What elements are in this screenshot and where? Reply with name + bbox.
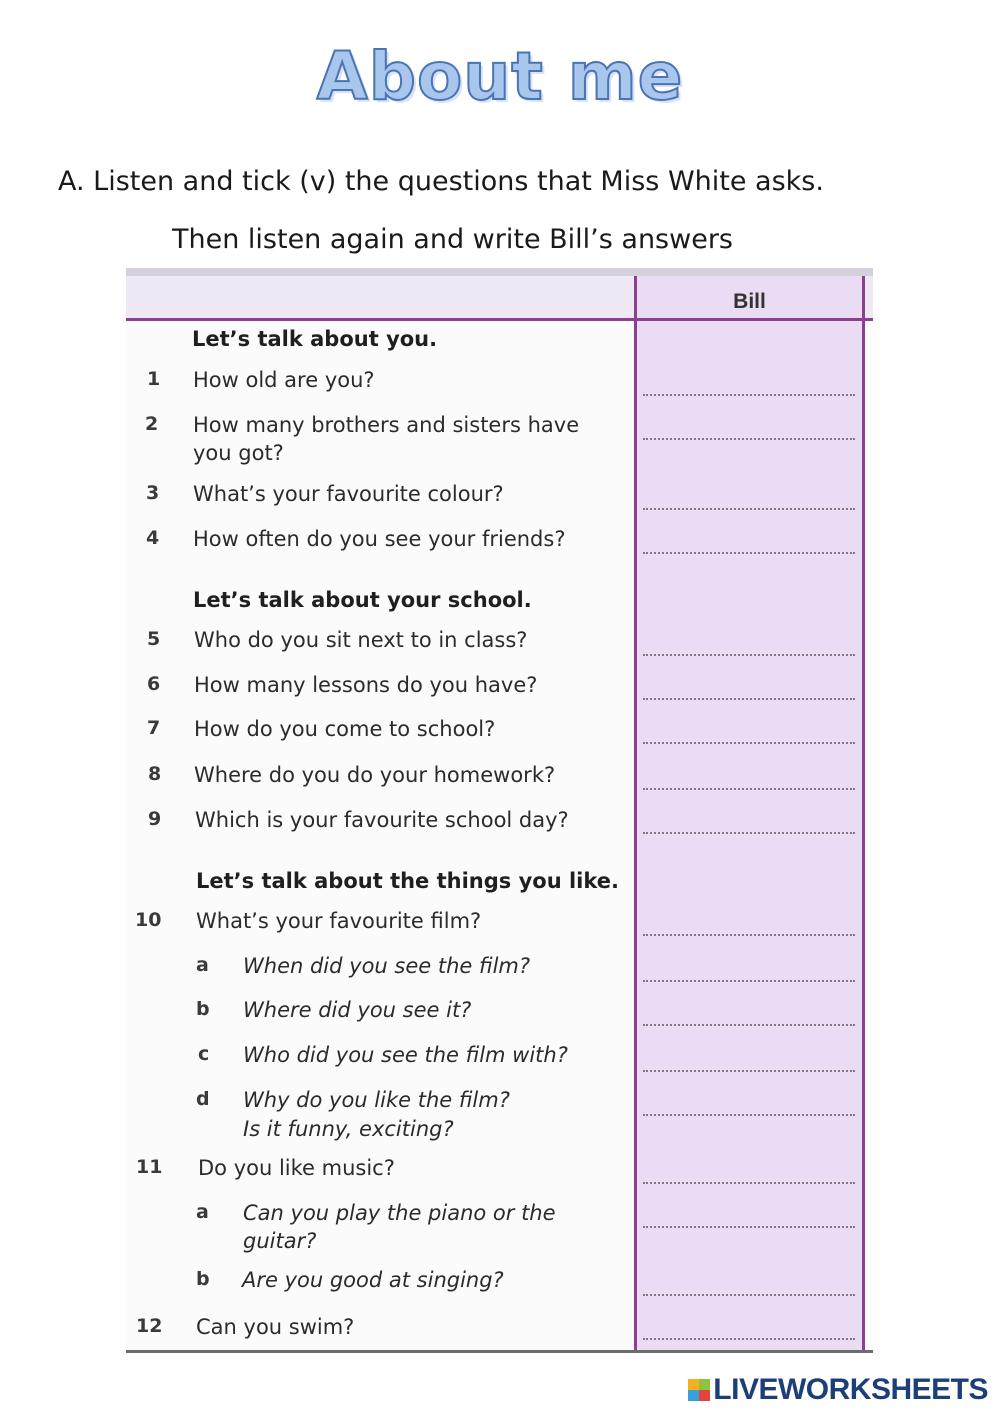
question-10d-line-1: Why do you like the film? <box>243 1088 510 1112</box>
answer-line-10d[interactable] <box>643 1114 855 1116</box>
question-number: 1 <box>147 368 161 390</box>
question-number: 5 <box>147 628 161 650</box>
header-divider <box>126 318 873 321</box>
answer-line-10c[interactable] <box>643 1070 855 1072</box>
question-12: Can you swim? <box>196 1315 355 1339</box>
subquestion-letter: d <box>196 1088 210 1110</box>
question-number: 8 <box>148 763 162 785</box>
question-2-line-1: How many brothers and sisters have <box>193 413 580 437</box>
question-number: 7 <box>147 717 161 739</box>
subquestion-letter: c <box>198 1043 210 1065</box>
question-7: How do you come to school? <box>194 717 496 741</box>
question-8: Where do you do your homework? <box>194 763 556 787</box>
answer-line-4[interactable] <box>643 552 855 554</box>
question-number: 10 <box>135 909 162 931</box>
page-title: About me <box>316 38 684 115</box>
question-10: What’s your favourite film? <box>196 909 482 933</box>
question-number: 2 <box>145 413 159 435</box>
answer-line-9[interactable] <box>643 832 855 834</box>
question-11: Do you like music? <box>198 1156 395 1180</box>
answer-line-11b[interactable] <box>643 1294 855 1296</box>
question-11a-line-2: guitar? <box>243 1229 317 1253</box>
subquestion-letter: b <box>196 998 210 1020</box>
question-4: How often do you see your friends? <box>193 527 566 551</box>
section-heading-things: Let’s talk about the things you like. <box>196 869 619 893</box>
instruction-line-1: A. Listen and tick (v) the questions that Miss White asks. <box>58 166 824 197</box>
logo-grid-icon <box>688 1379 710 1401</box>
question-11a-line-1: Can you play the piano or the <box>243 1201 556 1225</box>
question-number: 9 <box>148 808 162 830</box>
subquestion-letter: a <box>196 1201 209 1223</box>
logo-text: LIVEWORKSHEETS <box>713 1373 988 1406</box>
liveworksheets-logo <box>688 1372 988 1408</box>
question-number: 12 <box>136 1315 163 1337</box>
answer-line-7[interactable] <box>643 742 855 744</box>
section-heading-you: Let’s talk about you. <box>192 327 438 351</box>
section-heading-school: Let’s talk about your school. <box>193 588 532 612</box>
question-number: 11 <box>136 1156 163 1178</box>
answer-line-11a[interactable] <box>643 1226 855 1228</box>
answer-line-5[interactable] <box>643 654 855 656</box>
answer-line-10a[interactable] <box>643 980 855 982</box>
answer-line-12[interactable] <box>643 1338 855 1340</box>
question-11b: Are you good at singing? <box>242 1268 504 1292</box>
bill-column-header: Bill <box>733 290 766 313</box>
answer-line-3[interactable] <box>643 508 855 510</box>
subquestion-letter: a <box>196 954 209 976</box>
question-number: 6 <box>147 673 161 695</box>
questions-table <box>126 268 873 1353</box>
subquestion-letter: b <box>196 1268 210 1290</box>
question-10b: Where did you see it? <box>243 998 472 1022</box>
question-10d-line-2: Is it funny, exciting? <box>243 1117 454 1141</box>
answer-line-11[interactable] <box>643 1182 855 1184</box>
question-2-line-2: you got? <box>193 441 284 465</box>
question-number: 4 <box>146 527 160 549</box>
answer-line-10[interactable] <box>643 934 855 936</box>
question-3: What’s your favourite colour? <box>193 482 504 506</box>
question-6: How many lessons do you have? <box>194 673 538 697</box>
question-10a: When did you see the film? <box>243 954 531 978</box>
answer-line-8[interactable] <box>643 788 855 790</box>
answer-line-6[interactable] <box>643 698 855 700</box>
question-10c: Who did you see the film with? <box>243 1043 568 1067</box>
question-1: How old are you? <box>193 368 375 392</box>
question-number: 3 <box>146 482 160 504</box>
answer-line-2[interactable] <box>643 438 855 440</box>
answer-line-1[interactable] <box>643 394 855 396</box>
question-9: Which is your favourite school day? <box>195 808 569 832</box>
instruction-line-2: Then listen again and write Bill’s answers <box>172 224 733 255</box>
question-5: Who do you sit next to in class? <box>194 628 528 652</box>
bill-answer-column <box>634 276 865 1350</box>
answer-line-10b[interactable] <box>643 1024 855 1026</box>
table-top-strip <box>126 268 873 276</box>
